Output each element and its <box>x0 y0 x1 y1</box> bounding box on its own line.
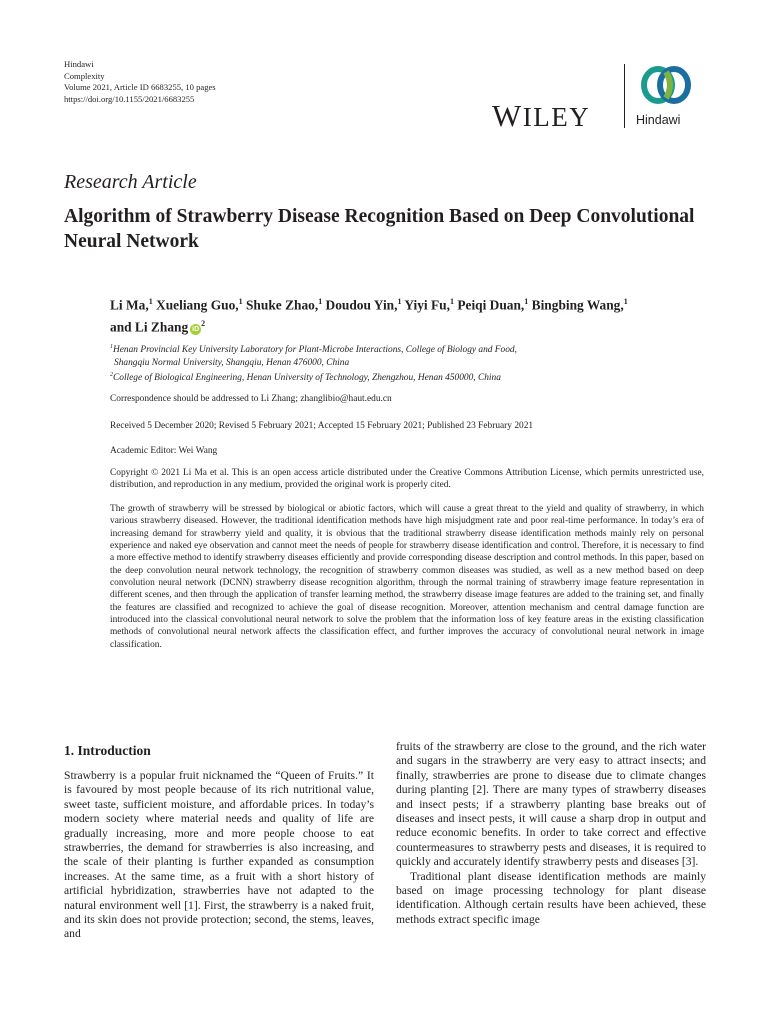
author-affil-sup: 1 <box>238 297 243 306</box>
author-affil-sup: 2 <box>201 318 206 328</box>
author-name[interactable]: Shuke Zhao, <box>242 297 319 313</box>
author-name[interactable]: Doudou Yin, <box>322 297 398 313</box>
affiliation-sup: 1 <box>110 344 113 350</box>
author-affil-sup: 1 <box>623 297 628 306</box>
history-dates: Received 5 December 2020; Revised 5 February 2021; Accepted 15 February 2021; Published 23 February 2021 <box>110 421 534 431</box>
publisher-name: Hindawi <box>64 59 94 69</box>
affiliation-1-cont: Shangqiu Normal University, Shangqiu, Henan 476000, China <box>114 357 350 368</box>
wiley-logo-rest: ILEY <box>522 102 591 132</box>
author-list <box>110 293 710 337</box>
hindawi-logo-icon <box>638 62 694 108</box>
doi-link[interactable]: https://doi.org/10.1155/2021/6683255 <box>64 93 195 104</box>
copyright-notice: Copyright © 2021 Li Ma et al. This is an open access article distributed under the Creative Commons Attribution License, which permits unrestricted use, distribution, and reproduction in any medium, provided the original work is properly cited. <box>110 468 704 491</box>
article-title: Algorithm of Strawberry Disease Recognition Based on Deep Convolutional Neural Network <box>64 206 695 252</box>
correspondence: Correspondence should be addressed to Li Zhang; zhanglibio@haut.edu.cn <box>110 394 392 404</box>
author-affil-sup: 1 <box>524 297 529 306</box>
affiliation-sup: 2 <box>110 371 113 378</box>
author-name[interactable]: Peiqi Duan, <box>453 297 525 313</box>
article-type: Research Article <box>64 171 197 193</box>
brand-divider <box>624 64 625 128</box>
author-line-1 <box>110 293 710 315</box>
academic-editor: Academic Editor: Wei Wang <box>110 446 218 456</box>
journal-meta <box>64 59 216 105</box>
affiliations <box>110 341 710 384</box>
section-heading-introduction: 1. Introduction <box>64 743 151 758</box>
author-affil-sup: 1 <box>449 297 454 306</box>
body-column-right <box>396 740 706 927</box>
body-column-left <box>64 769 374 942</box>
orcid-icon[interactable]: iD <box>192 326 200 334</box>
wiley-logo <box>492 98 590 134</box>
affiliation-text: Henan Provincial Key University Laboratory for Plant-Microbe Interactions, College of Biology and Food, <box>113 345 517 356</box>
author-name[interactable]: Bingbing Wang, <box>528 297 624 313</box>
author-name[interactable]: Xueliang Guo, <box>152 297 239 313</box>
author-affil-sup: 1 <box>397 297 402 306</box>
author-name[interactable]: and Li Zhang <box>110 319 189 335</box>
author-affil-sup: 1 <box>318 297 323 306</box>
body-paragraph: Traditional plant disease identification methods are mainly based on image processing technology for plant disease identification. Although certain results have been achieved, these methods extract specific image <box>396 869 706 926</box>
author-name[interactable]: Yiyi Fu, <box>401 297 450 313</box>
affiliation-text: College of Biological Engineering, Henan University of Technology, Zhengzhou, Henan 450000, China <box>113 373 501 384</box>
body-paragraph: fruits of the strawberry are close to the ground, and the rich water and sugars in the strawberry are very easy to attract insects; and finally, strawberries are prone to disease due to climate changes during planting [2]. There are many types of strawberry diseases and insect pests; if a strawberry planting base breaks out of diseases and insect pests, it will cause a sharp drop in output and reduce economic benefits. In order to take correct and effective countermeasures to strawberry pests and diseases, it is required to quickly and accurately identify strawberry pests and diseases [3]. <box>396 740 706 869</box>
abstract: The growth of strawberry will be stressed by biological or abiotic factors, which will cause a great threat to the yield and quality of strawberry, in which various strawberry diseased. However, the traditional identification methods have high misjudgment rate and poor real-time performance. In today’s era of increasing demand for strawberry yield and quality, it is obvious that the traditional strawberry disease identification methods mainly rely on personal experience and naked eye observation and cannot meet the needs of people for strawberry disease identification and control. Therefore, it is necessary to find a more effective method to identify strawberry diseases efficiently and provide corresponding disease description and control methods. In this paper, based on the deep convolution neural network technology, the recognition of strawberry common diseases was studied, as well as a new method based on deep convolution neural network (DCNN) strawberry disease recognition algorithm, through the normal training of strawberry image feature representation in different scenes, and then through the application of transfer learning method, the strawberry disease image features are added to the training set, and finally the features are classified and recognized to achieve the goal of disease recognition. Moreover, attention mechanism and central damage function are introduced into the classical convolutional neural network to solve the problem that the information loss of key feature areas in the existing classification methods of convolutional neural network affects the classification effect, and further improves the accuracy of convolutional neural network in image classification. <box>110 504 704 650</box>
author-affil-sup: 1 <box>148 297 153 306</box>
author-line-2 <box>110 315 710 337</box>
body-paragraph: Strawberry is a popular fruit nicknamed the “Queen of Fruits.” It is favoured by most people because of its rich nutritional value, sweet taste, sufficient moisture, and affordable prices. In today’s modern society where material needs and quality of life are gradually increasing, more and more people choose to eat strawberries, the demand for strawberries is also increasing, and the scale of their planting is further expanded as consumption increases. At the same time, as a fruit with a short history of artificial hybridization, strawberries have not adapted to the natural environment well [1]. First, the strawberry is a naked fruit, and its skin does not provide protection; second, the stems, leaves, and <box>64 769 374 941</box>
affiliation-2 <box>110 369 710 385</box>
author-name[interactable]: Li Ma, <box>110 297 149 313</box>
affiliation-1 <box>110 341 710 357</box>
hindawi-label: Hindawi <box>636 113 681 127</box>
volume-line: Volume 2021, Article ID 6683255, 10 pages <box>64 82 216 93</box>
journal-name: Complexity <box>64 70 105 81</box>
wiley-logo-initial: W <box>492 98 523 133</box>
